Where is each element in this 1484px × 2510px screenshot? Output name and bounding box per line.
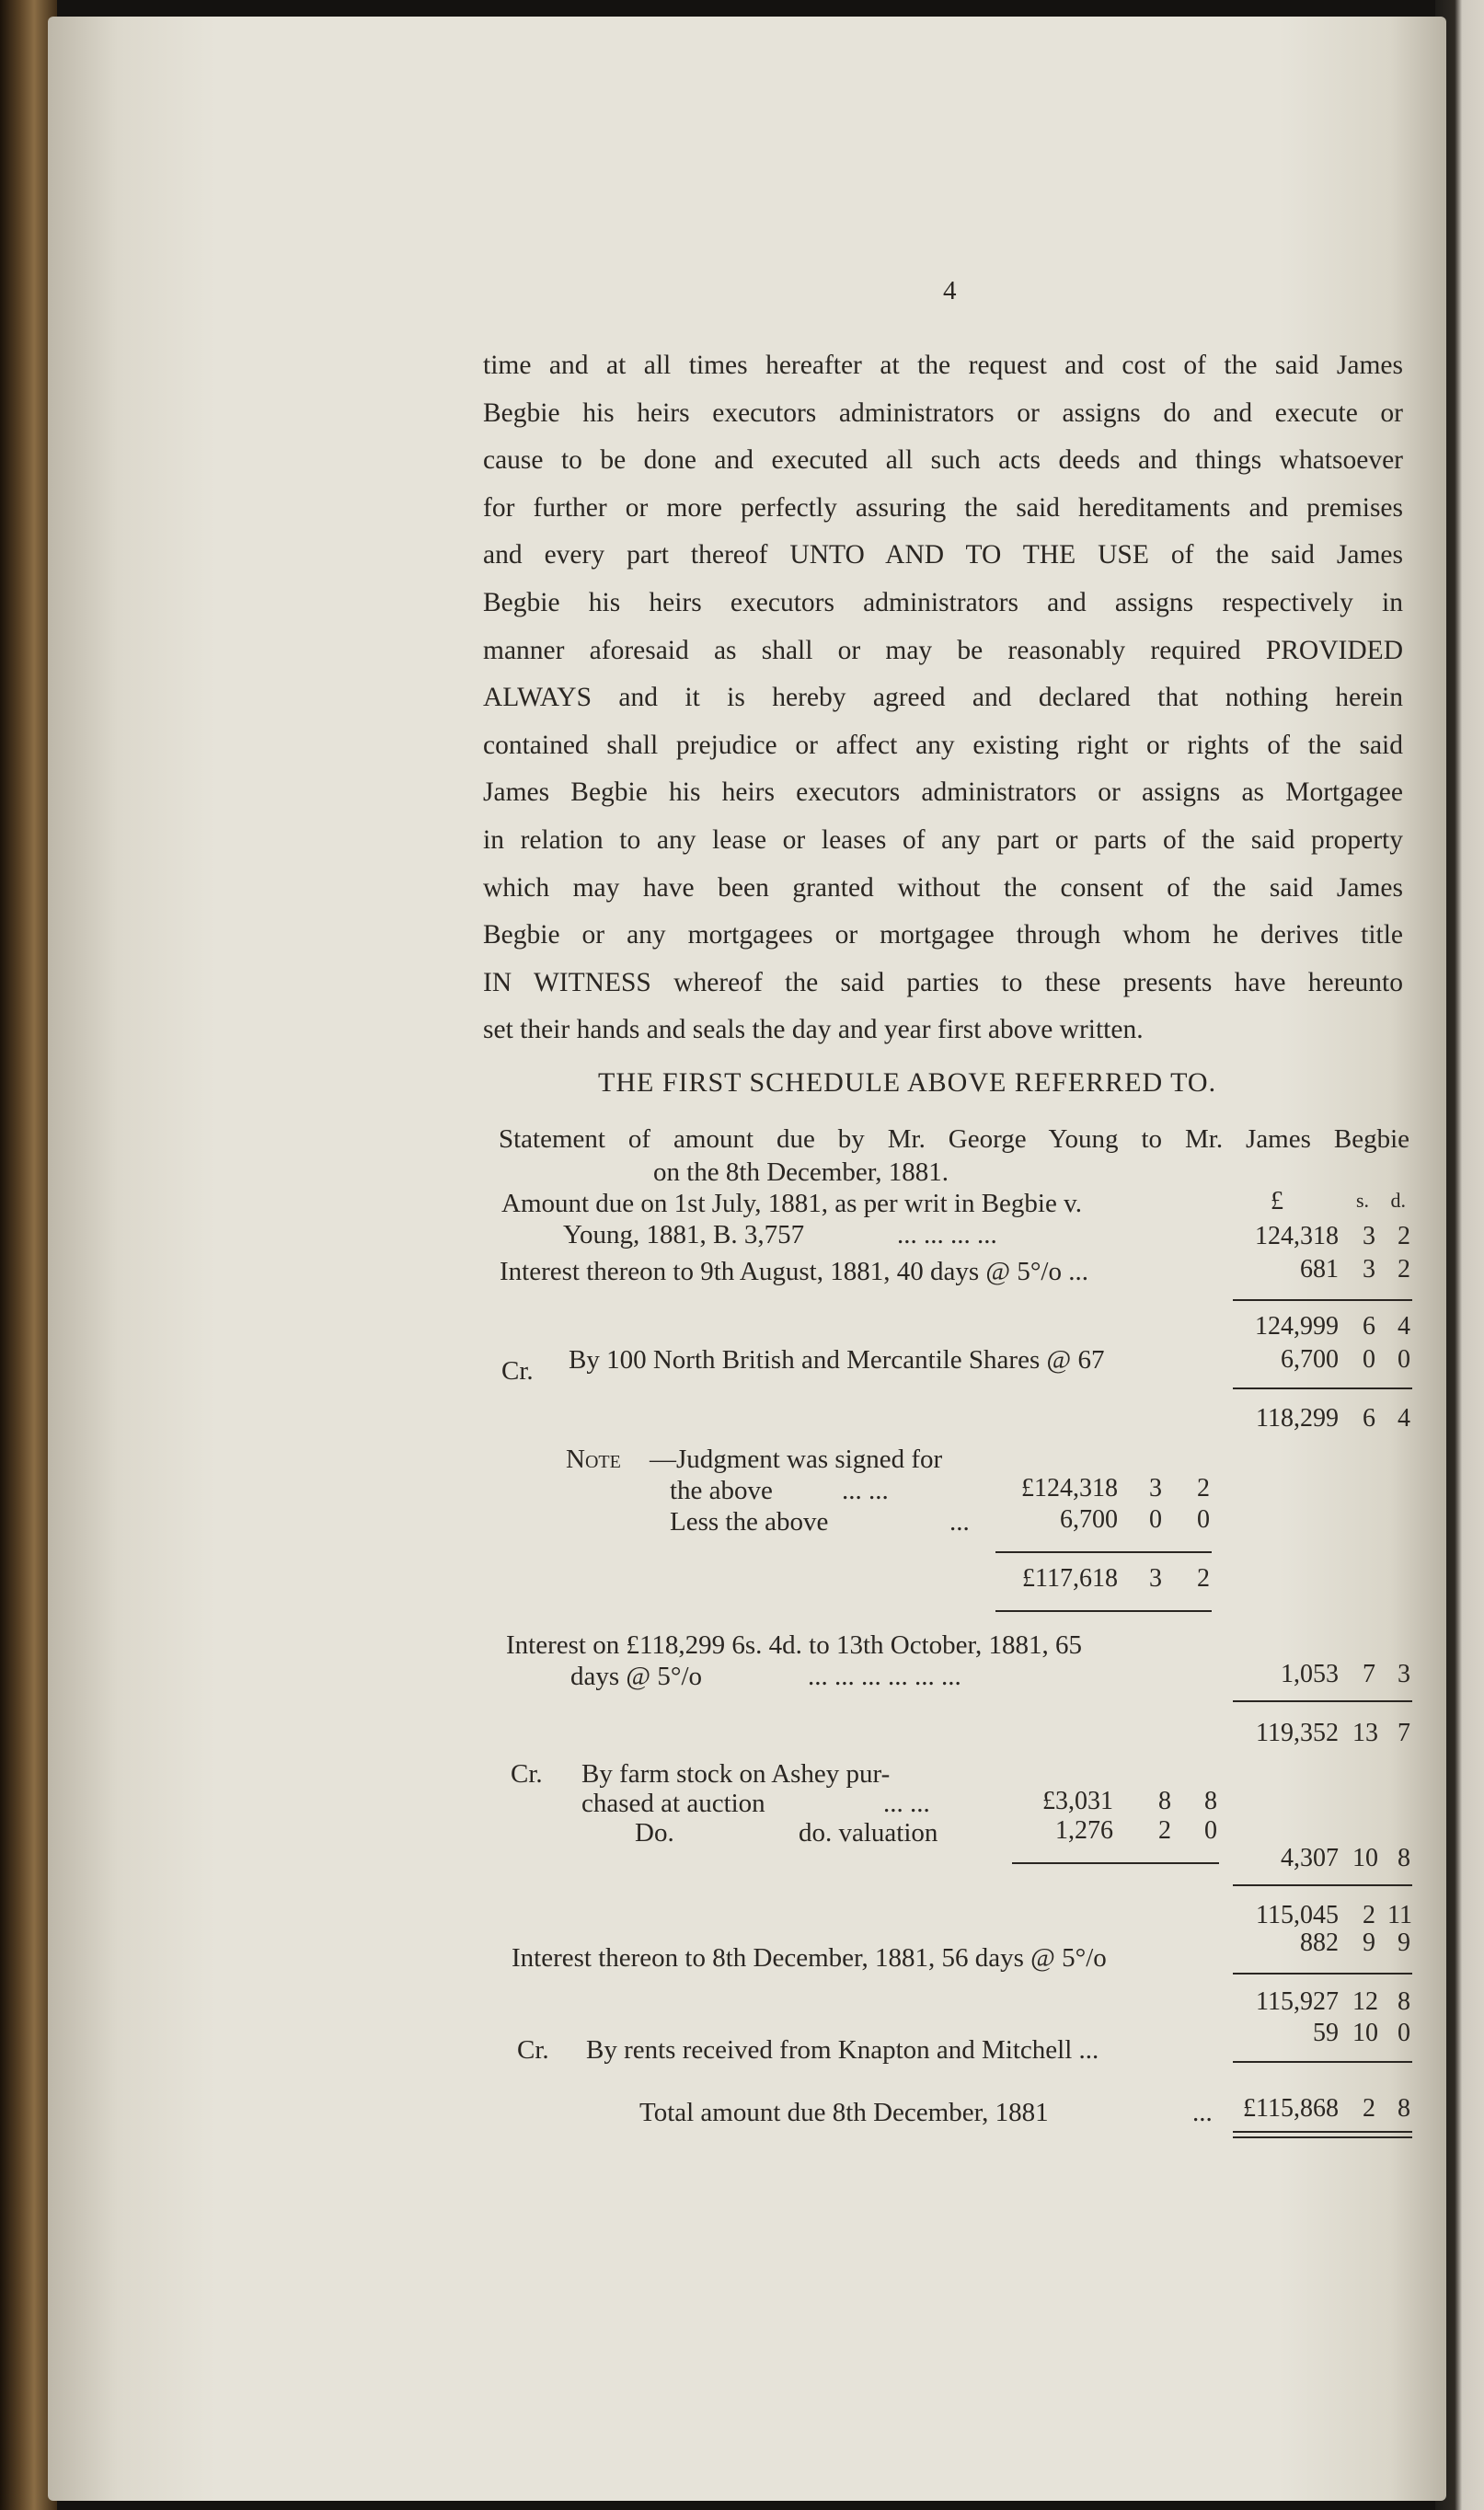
- paragraph-line: IN WITNESS whereof the said parties to these presents have hereunto: [483, 967, 1403, 997]
- sum-rule: [1233, 1387, 1412, 1389]
- amount-shillings: 3: [1363, 1222, 1375, 1250]
- amount-shillings: 9: [1363, 1929, 1375, 1957]
- credit-description-cont: do. valuation: [799, 1818, 938, 1848]
- statement-date: on the 8th December, 1881.: [653, 1157, 949, 1187]
- total-amount-pence: 8: [1398, 2094, 1410, 2123]
- amount-pence: 7: [1398, 1719, 1410, 1747]
- leader-dots: ... ...: [883, 1789, 930, 1818]
- paragraph-line: which may have been granted without the consent of the said James: [483, 872, 1403, 903]
- credit-description-cont: Do.: [635, 1818, 674, 1848]
- total-label: Total amount due 8th December, 1881: [639, 2098, 1049, 2127]
- note-amount-shillings: 3: [1149, 1564, 1162, 1593]
- note-amount-pence: 2: [1197, 1474, 1210, 1503]
- note-amount-pounds: £124,318: [1021, 1474, 1118, 1503]
- note-amount-pence: 2: [1197, 1564, 1210, 1593]
- statement-title: Statement of amount due by Mr. George Young to Mr. James Begbie: [499, 1124, 1409, 1154]
- note-label: Note: [566, 1445, 621, 1474]
- amount-shillings: 13: [1352, 1719, 1378, 1747]
- note-amount-pence: 0: [1197, 1505, 1210, 1534]
- amount-pounds: 124,999: [1255, 1312, 1339, 1341]
- amount-pounds: 681: [1300, 1255, 1339, 1284]
- amount-shillings: 6: [1363, 1312, 1375, 1341]
- paragraph-line: Begbie his heirs executors administrators and assigns respectively in: [483, 587, 1403, 617]
- credit-amount-pence: 8: [1204, 1787, 1217, 1815]
- amount-pence: 8: [1398, 1844, 1410, 1872]
- col-pounds-header: £: [1271, 1187, 1283, 1215]
- credit-label: Cr.: [501, 1356, 534, 1386]
- credit-amount-pounds: £3,031: [1042, 1787, 1113, 1815]
- note-text: the above: [670, 1476, 773, 1505]
- note-amount-pounds: 6,700: [1060, 1505, 1118, 1534]
- amount-pence: 2: [1398, 1255, 1410, 1284]
- credit-label: Cr.: [511, 1759, 543, 1789]
- note-amount-pounds: £117,618: [1022, 1564, 1118, 1593]
- amount-shillings: 2: [1363, 1901, 1375, 1929]
- amount-pounds: 118,299: [1256, 1404, 1339, 1433]
- col-pence-header: d.: [1390, 1189, 1406, 1212]
- amount-pounds: 115,927: [1256, 1987, 1339, 2016]
- body-paragraph: [483, 342, 1403, 1054]
- amount-pence: 2: [1398, 1222, 1410, 1250]
- amount-pounds: 1,053: [1281, 1660, 1339, 1688]
- total-amount-pounds: £115,868: [1243, 2094, 1339, 2123]
- interest-row-cont: days @ 5°/o: [570, 1662, 703, 1691]
- note-amount-shillings: 0: [1149, 1505, 1162, 1534]
- paragraph-line: time and at all times hereafter at the request and cost of the said James: [483, 351, 1403, 380]
- sum-rule: [1233, 2061, 1412, 2063]
- note-text: —Judgment was signed for: [650, 1445, 943, 1474]
- amount-shillings: 10: [1352, 1844, 1378, 1872]
- sum-rule: [1233, 1700, 1412, 1702]
- amount-pounds: 4,307: [1281, 1844, 1339, 1872]
- paragraph-line: in relation to any lease or leases of any part or parts of the said property: [483, 824, 1403, 855]
- amount-shillings: 7: [1363, 1660, 1375, 1688]
- amount-shillings: 0: [1363, 1345, 1375, 1374]
- leader-dots: ... ... ... ... ... ...: [808, 1662, 961, 1691]
- total-rule: [1233, 2136, 1412, 2138]
- row1-description-cont: Young, 1881, B. 3,757: [563, 1220, 805, 1249]
- credit-description: By 100 North British and Mercantile Shares @ 67: [569, 1345, 1105, 1375]
- credit-description: By rents received from Knapton and Mitchell ...: [586, 2035, 1099, 2065]
- interest-row: Interest thereon to 8th December, 1881, 56 days @ 5°/o: [512, 1943, 1107, 1973]
- amount-pounds: 59: [1313, 2019, 1339, 2047]
- amount-pence: 9: [1398, 1929, 1410, 1957]
- amount-shillings: 6: [1363, 1404, 1375, 1433]
- amount-pounds: 119,352: [1256, 1719, 1339, 1747]
- paragraph-line: contained shall prejudice or affect any existing right or rights of the said: [483, 730, 1403, 760]
- amount-pence: 4: [1398, 1312, 1410, 1341]
- sum-rule: [1233, 1884, 1412, 1886]
- interest-row: Interest on £118,299 6s. 4d. to 13th October, 1881, 65: [506, 1630, 1083, 1660]
- paragraph-line: Begbie his heirs executors administrators or assigns do and execute or: [483, 397, 1403, 428]
- paragraph-line: ALWAYS and it is hereby agreed and declared that nothing herein: [483, 683, 1403, 713]
- leader-dots: ... ...: [842, 1476, 889, 1505]
- amount-pounds: 124,318: [1255, 1222, 1339, 1250]
- amount-shillings: 3: [1363, 1255, 1375, 1284]
- total-amount-shillings: 2: [1363, 2094, 1375, 2123]
- amount-shillings: 12: [1352, 1987, 1378, 2016]
- credit-amount-pounds: 1,276: [1055, 1816, 1113, 1845]
- interest-row: Interest thereon to 9th August, 1881, 40 days @ 5°/o ...: [500, 1257, 1088, 1286]
- amount-pence: 8: [1398, 1987, 1410, 2016]
- amount-pounds: 6,700: [1281, 1345, 1339, 1374]
- note-text: Less the above: [670, 1507, 829, 1537]
- amount-pounds: 882: [1300, 1929, 1339, 1957]
- amount-pence: 0: [1398, 2019, 1410, 2047]
- credit-description-cont: chased at auction: [581, 1789, 765, 1818]
- sum-rule: [1012, 1862, 1219, 1864]
- amount-pence: 11: [1387, 1901, 1412, 1929]
- paragraph-line: James Begbie his heirs executors administrators or assigns as Mortgagee: [483, 777, 1403, 808]
- amount-pence: 3: [1398, 1660, 1410, 1688]
- row1-description: Amount due on 1st July, 1881, as per writ in Begbie v.: [501, 1189, 1082, 1218]
- paragraph-line: set their hands and seals the day and year first above written.: [483, 1015, 1144, 1045]
- sum-rule: [1233, 1973, 1412, 1975]
- leader-dots: ...: [1192, 2098, 1213, 2127]
- total-rule: [1233, 2131, 1412, 2133]
- credit-label: Cr.: [517, 2035, 549, 2065]
- col-shillings-header: s.: [1355, 1189, 1369, 1212]
- paragraph-line: cause to be done and executed all such acts deeds and things whatsoever: [483, 445, 1403, 476]
- credit-amount-pence: 0: [1204, 1816, 1217, 1845]
- amount-shillings: 10: [1352, 2019, 1378, 2047]
- paragraph-line: manner aforesaid as shall or may be reasonably required PROVIDED: [483, 635, 1403, 665]
- credit-amount-shillings: 2: [1158, 1816, 1171, 1845]
- sum-rule: [995, 1551, 1212, 1553]
- credit-amount-shillings: 8: [1158, 1787, 1171, 1815]
- paragraph-line: for further or more perfectly assuring the said hereditaments and premises: [483, 492, 1403, 523]
- leader-dots: ...: [949, 1507, 970, 1537]
- amount-pounds: 115,045: [1256, 1901, 1339, 1929]
- paragraph-line: and every part thereof UNTO AND TO THE USE of the said James: [483, 540, 1403, 570]
- leader-dots: ... ... ... ...: [897, 1220, 997, 1249]
- sum-rule: [1233, 1299, 1412, 1301]
- sum-rule: [995, 1610, 1212, 1612]
- schedule-heading: THE FIRST SCHEDULE ABOVE REFERRED TO.: [598, 1067, 1217, 1098]
- amount-pence: 4: [1398, 1404, 1410, 1433]
- paragraph-line: Begbie or any mortgagees or mortgagee through whom he derives title: [483, 920, 1403, 950]
- amount-pence: 0: [1398, 1345, 1410, 1374]
- credit-description: By farm stock on Ashey pur-: [581, 1759, 891, 1789]
- note-amount-shillings: 3: [1149, 1474, 1162, 1503]
- page-number: 4: [943, 276, 957, 305]
